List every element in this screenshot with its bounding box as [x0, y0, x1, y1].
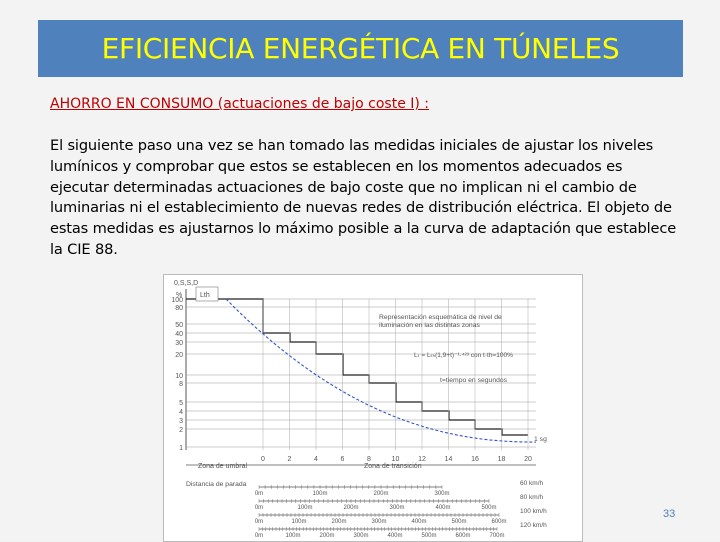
- distance-tick-label: 0m: [254, 491, 264, 497]
- x-tick-label: 16: [471, 456, 479, 463]
- y-tick-label: 50: [175, 322, 183, 329]
- speed-label: 120 km/h: [520, 522, 547, 529]
- figure-top-label: 0,S,S,D: [174, 280, 199, 287]
- x-tick-label: 6: [340, 456, 345, 463]
- slide-body-text: El siguiente paso una vez se han tomado las medidas iniciales de ajustar los niveles lumínicos y comprobar que estos se establecen en los momentos adecuados es ejecutar determinadas actuaciones de bajo coste que no implican ni el cambio de luminarias ni el establecimiento de nuevas redes de distribución eléctrica. El objeto de estas medidas es ajustarnos lo máximo posible a la curva de adaptación que establece la CIE 88.: [50, 137, 677, 258]
- y-tick-label: 8: [179, 381, 183, 388]
- zone-transition-label: Zona de transición: [364, 463, 422, 470]
- distance-tick-label: 700m: [489, 533, 505, 539]
- distance-tick-label: 100m: [297, 505, 313, 511]
- adaptation-curve-chart: [164, 275, 582, 541]
- y-tick-label: 2: [179, 427, 183, 434]
- speed-label: 80 km/h: [520, 494, 544, 501]
- distance-tick-label: 400m: [411, 519, 427, 525]
- annotation-line-1: Representación esquemática de nivel de: [379, 314, 502, 321]
- distance-tick-label: 200m: [319, 533, 335, 539]
- distance-tick-label: 600m: [455, 533, 471, 539]
- distance-tick-label: 0m: [254, 533, 264, 539]
- x-tick-label: 8: [367, 456, 371, 463]
- distance-tick-label: 200m: [331, 519, 347, 525]
- stopping-distance-label: Distancia de parada: [186, 481, 247, 488]
- y-tick-label: 30: [175, 340, 183, 347]
- t-definition-label: t=tiempo en segundos: [440, 377, 508, 384]
- y-tick-label: 10: [175, 373, 183, 380]
- y-tick-label: 80: [175, 305, 183, 312]
- x-tick-label: 10: [391, 456, 400, 463]
- end-label: 1 sg: [534, 436, 547, 443]
- distance-tick-label: 500m: [421, 533, 437, 539]
- distance-tick-label: 500m: [481, 505, 497, 511]
- distance-tick-label: 400m: [435, 505, 451, 511]
- page-number: 33: [663, 508, 676, 520]
- distance-tick-label: 100m: [312, 491, 328, 497]
- y-tick-label: 20: [175, 352, 183, 359]
- distance-tick-label: 600m: [491, 519, 507, 525]
- x-tick-label: 20: [524, 456, 532, 463]
- formula-label: Lₜ = Lₜₕ(1,9+t)⁻¹·⁴²³ con t·th=100%: [414, 352, 513, 359]
- x-tick-label: 12: [418, 456, 426, 463]
- distance-tick-label: 500m: [451, 519, 467, 525]
- y-tick-label: 4: [179, 409, 183, 416]
- y-tick-label: 40: [175, 331, 183, 338]
- distance-tick-label: 100m: [291, 519, 307, 525]
- x-tick-label: 0: [261, 456, 265, 463]
- lth-label: Lth: [200, 292, 210, 299]
- speed-label: 60 km/h: [520, 480, 544, 487]
- distance-tick-label: 400m: [387, 533, 403, 539]
- cie88-adaptation-figure: [163, 274, 583, 542]
- distance-tick-label: 0m: [254, 505, 264, 511]
- distance-tick-label: 300m: [434, 491, 450, 497]
- title-bar: [38, 20, 683, 77]
- x-tick-label: 2: [287, 456, 292, 463]
- x-tick-label: 14: [444, 456, 453, 463]
- y-tick-label: 100: [171, 297, 183, 304]
- slide-title: EFICIENCIA ENERGÉTICA EN TÚNELES: [101, 32, 620, 65]
- distance-tick-label: 0m: [254, 519, 264, 525]
- distance-tick-label: 200m: [343, 505, 359, 511]
- distance-tick-label: 300m: [353, 533, 369, 539]
- y-tick-label: 1: [179, 445, 183, 452]
- distance-tick-label: 200m: [373, 491, 389, 497]
- distance-tick-label: 300m: [371, 519, 387, 525]
- annotation-line-2: iluminación en las distintas zonas: [379, 322, 480, 329]
- distance-tick-label: 300m: [389, 505, 405, 511]
- y-tick-label: 5: [179, 400, 183, 407]
- slide-subtitle: AHORRO EN CONSUMO (actuaciones de bajo coste I) :: [50, 96, 430, 112]
- y-axis-unit: %: [176, 292, 183, 299]
- x-tick-label: 4: [314, 456, 318, 463]
- x-tick-label: 18: [497, 456, 506, 463]
- y-tick-label: 3: [179, 418, 183, 425]
- distance-tick-label: 100m: [285, 533, 301, 539]
- speed-label: 100 km/h: [520, 508, 547, 515]
- zone-threshold-label: Zona de umbral: [198, 463, 248, 470]
